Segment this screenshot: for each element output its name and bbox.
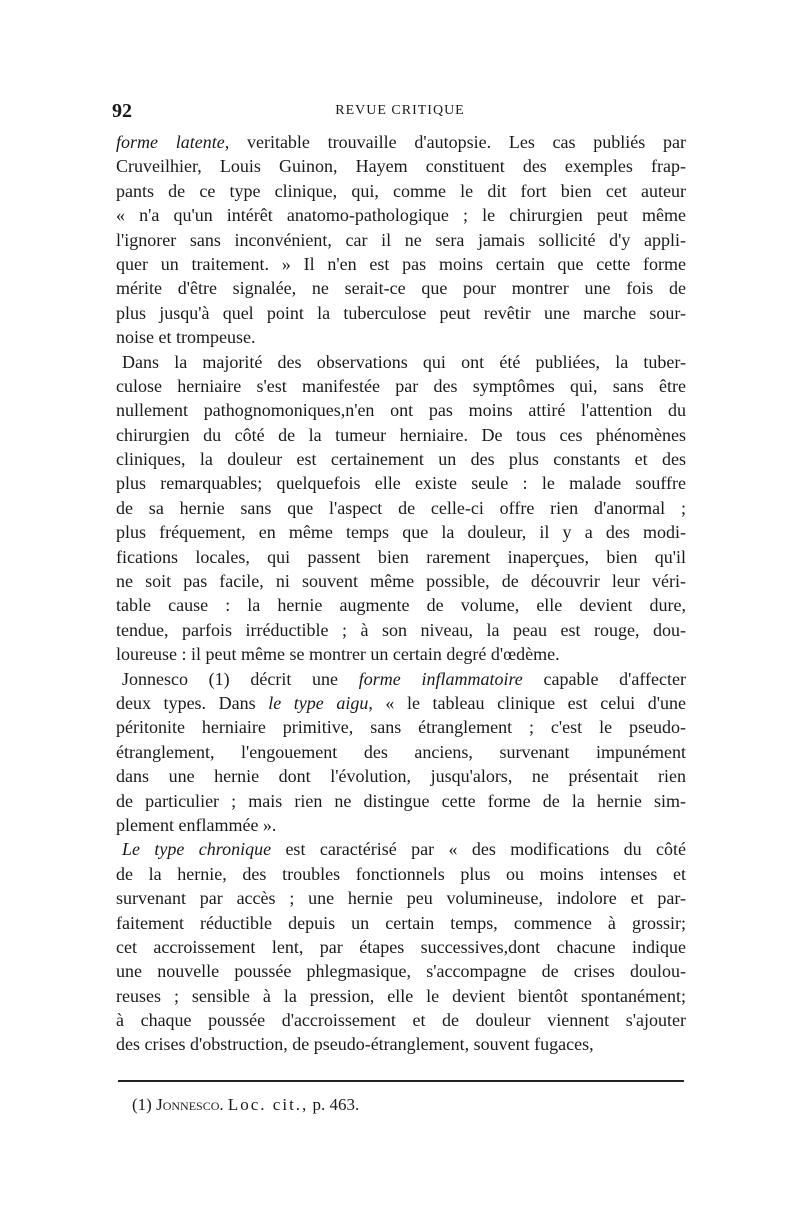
text-line — [116, 813, 686, 837]
text-line — [116, 667, 686, 691]
text-run: pants de ce type clinique, qui, comme le dit fort bien cet auteur — [116, 180, 686, 201]
text-line — [116, 959, 686, 983]
text-run: capable d'affecter — [522, 668, 686, 689]
text-line — [116, 471, 686, 495]
page-number: 92 — [112, 100, 132, 122]
text-line — [116, 569, 686, 593]
text-line — [116, 642, 686, 666]
text-run: reuses ; sensible à la pression, elle le devient bientôt spontanément; — [116, 985, 686, 1006]
text-run: table cause : la hernie augmente de volume, elle devient dure, — [116, 595, 686, 616]
text-run: Jonnesco (1) décrit une — [122, 668, 359, 689]
text-line — [116, 764, 686, 788]
text-run: noise et trompeuse. — [116, 327, 256, 348]
text-line — [116, 203, 686, 227]
text-run: nullement pathognomoniques,n'en ont pas moins attiré l'attention du — [116, 400, 686, 421]
text-run: une nouvelle poussée phlegmasique, s'accompagne de crises doulou- — [116, 961, 686, 982]
text-line — [116, 911, 686, 935]
page-header — [112, 100, 688, 124]
text-line — [116, 862, 686, 886]
text-run: étranglement, l'engouement des anciens, survenant impunément — [116, 741, 686, 762]
text-line — [116, 618, 686, 642]
text-run: , « le tableau clinique est celui d'une — [368, 692, 686, 713]
text-line — [116, 715, 686, 739]
text-run: plus jusqu'à quel point la tuberculose peut revêtir une marche sour- — [116, 302, 686, 323]
text-line — [116, 398, 686, 422]
footnote-reference: Loc. cit., — [227, 1095, 309, 1114]
text-line — [116, 154, 686, 178]
text-line — [116, 740, 686, 764]
italic-phrase: forme inflammatoire — [358, 668, 523, 689]
text-line — [116, 130, 686, 154]
text-line — [116, 447, 686, 471]
text-run: de particulier ; mais rien ne distingue cette forme de la hernie sim- — [116, 790, 686, 811]
text-run: l'ignorer sans inconvénient, car il ne sera jamais sollicité d'y appli- — [116, 229, 686, 250]
text-line — [116, 545, 686, 569]
text-line — [116, 837, 686, 861]
text-line — [116, 520, 686, 544]
text-line — [116, 984, 686, 1008]
text-line — [116, 350, 686, 374]
text-line — [116, 325, 686, 349]
text-line — [116, 1032, 686, 1056]
text-run: ne soit pas facile, ni souvent même possible, de découvrir leur véri- — [116, 571, 686, 592]
text-line — [116, 886, 686, 910]
footnote — [132, 1095, 359, 1115]
text-run: de la hernie, des troubles fonctionnels plus ou moins intenses et — [116, 863, 686, 884]
text-run: plus remarquables; quelquefois elle existe seule : le malade souffre — [116, 473, 686, 494]
text-run: cet accroissement lent, par étapes successives,dont chacune indique — [116, 936, 686, 957]
text-run: faitement réductible depuis un certain temps, commence à grossir; — [116, 912, 686, 933]
text-run: mérite d'être signalée, ne serait-ce que pour montrer une fois de — [116, 278, 686, 299]
text-run: deux types. Dans — [116, 692, 269, 713]
text-line — [116, 374, 686, 398]
text-line — [116, 276, 686, 300]
text-run: plus fréquement, en même temps que la douleur, il y a des modi- — [116, 522, 686, 543]
text-run: , veritable trouvaille d'autopsie. Les cas publiés par — [224, 132, 686, 152]
text-run: chirurgien du côté de la tumeur herniaire. De tous ces phénomènes — [116, 424, 686, 445]
text-run: cliniques, la douleur est certainement un des plus constants et des — [116, 449, 686, 470]
footnote-page: p. 463. — [312, 1095, 360, 1114]
text-run: survenant par accès ; une hernie peu volumineuse, indolore et par- — [116, 888, 686, 909]
footnote-author: Jonnesco. — [156, 1095, 224, 1114]
text-line — [116, 301, 686, 325]
body-text — [116, 130, 686, 1057]
text-line — [116, 935, 686, 959]
text-run: dans une hernie dont l'évolution, jusqu'alors, ne présentait rien — [116, 766, 686, 787]
text-line — [116, 179, 686, 203]
footnote-marker: (1) — [132, 1095, 152, 1114]
text-run: est caractérisé par « des modifications du côté — [271, 839, 686, 860]
italic-phrase: le type aigu — [268, 692, 369, 713]
text-line — [116, 593, 686, 617]
italic-phrase: Le type chronique — [122, 839, 272, 860]
text-run: de sa hernie sans que l'aspect de celle-ci offre rien d'anormal ; — [116, 497, 686, 518]
text-run: Dans la majorité des observations qui ont été publiées, la tuber- — [122, 351, 686, 372]
text-line — [116, 691, 686, 715]
running-head: REVUE CRITIQUE — [335, 103, 465, 118]
footnote-divider — [118, 1080, 684, 1082]
text-run: « n'a qu'un intérêt anatomo-pathologique ; le chirurgien peut même — [116, 205, 686, 226]
text-run: tendue, parfois irréductible ; à son niveau, la peau est rouge, dou- — [116, 619, 686, 640]
text-line — [116, 1008, 686, 1032]
text-run: des crises d'obstruction, de pseudo-étranglement, souvent fugaces, — [116, 1034, 594, 1055]
text-line — [116, 496, 686, 520]
text-run: péritonite herniaire primitive, sans étranglement ; c'est le pseudo- — [116, 717, 686, 738]
text-run: à chaque poussée d'accroissement et de douleur viennent s'ajouter — [116, 1010, 686, 1031]
text-run: loureuse : il peut même se montrer un certain degré d'œdème. — [116, 644, 560, 665]
text-line — [116, 252, 686, 276]
text-line — [116, 228, 686, 252]
italic-phrase: forme latente — [116, 132, 225, 152]
text-run: quer un traitement. » Il n'en est pas moins certain que cette forme — [116, 253, 686, 274]
text-line — [116, 423, 686, 447]
text-run: Cruveilhier, Louis Guinon, Hayem constituent des exemples frap- — [116, 156, 686, 177]
text-run: plement enflammée ». — [116, 814, 277, 835]
text-line — [116, 789, 686, 813]
text-run: fications locales, qui passent bien rarement inaperçues, bien qu'il — [116, 546, 686, 567]
text-run: culose herniaire s'est manifestée par des symptômes qui, sans être — [116, 375, 686, 396]
